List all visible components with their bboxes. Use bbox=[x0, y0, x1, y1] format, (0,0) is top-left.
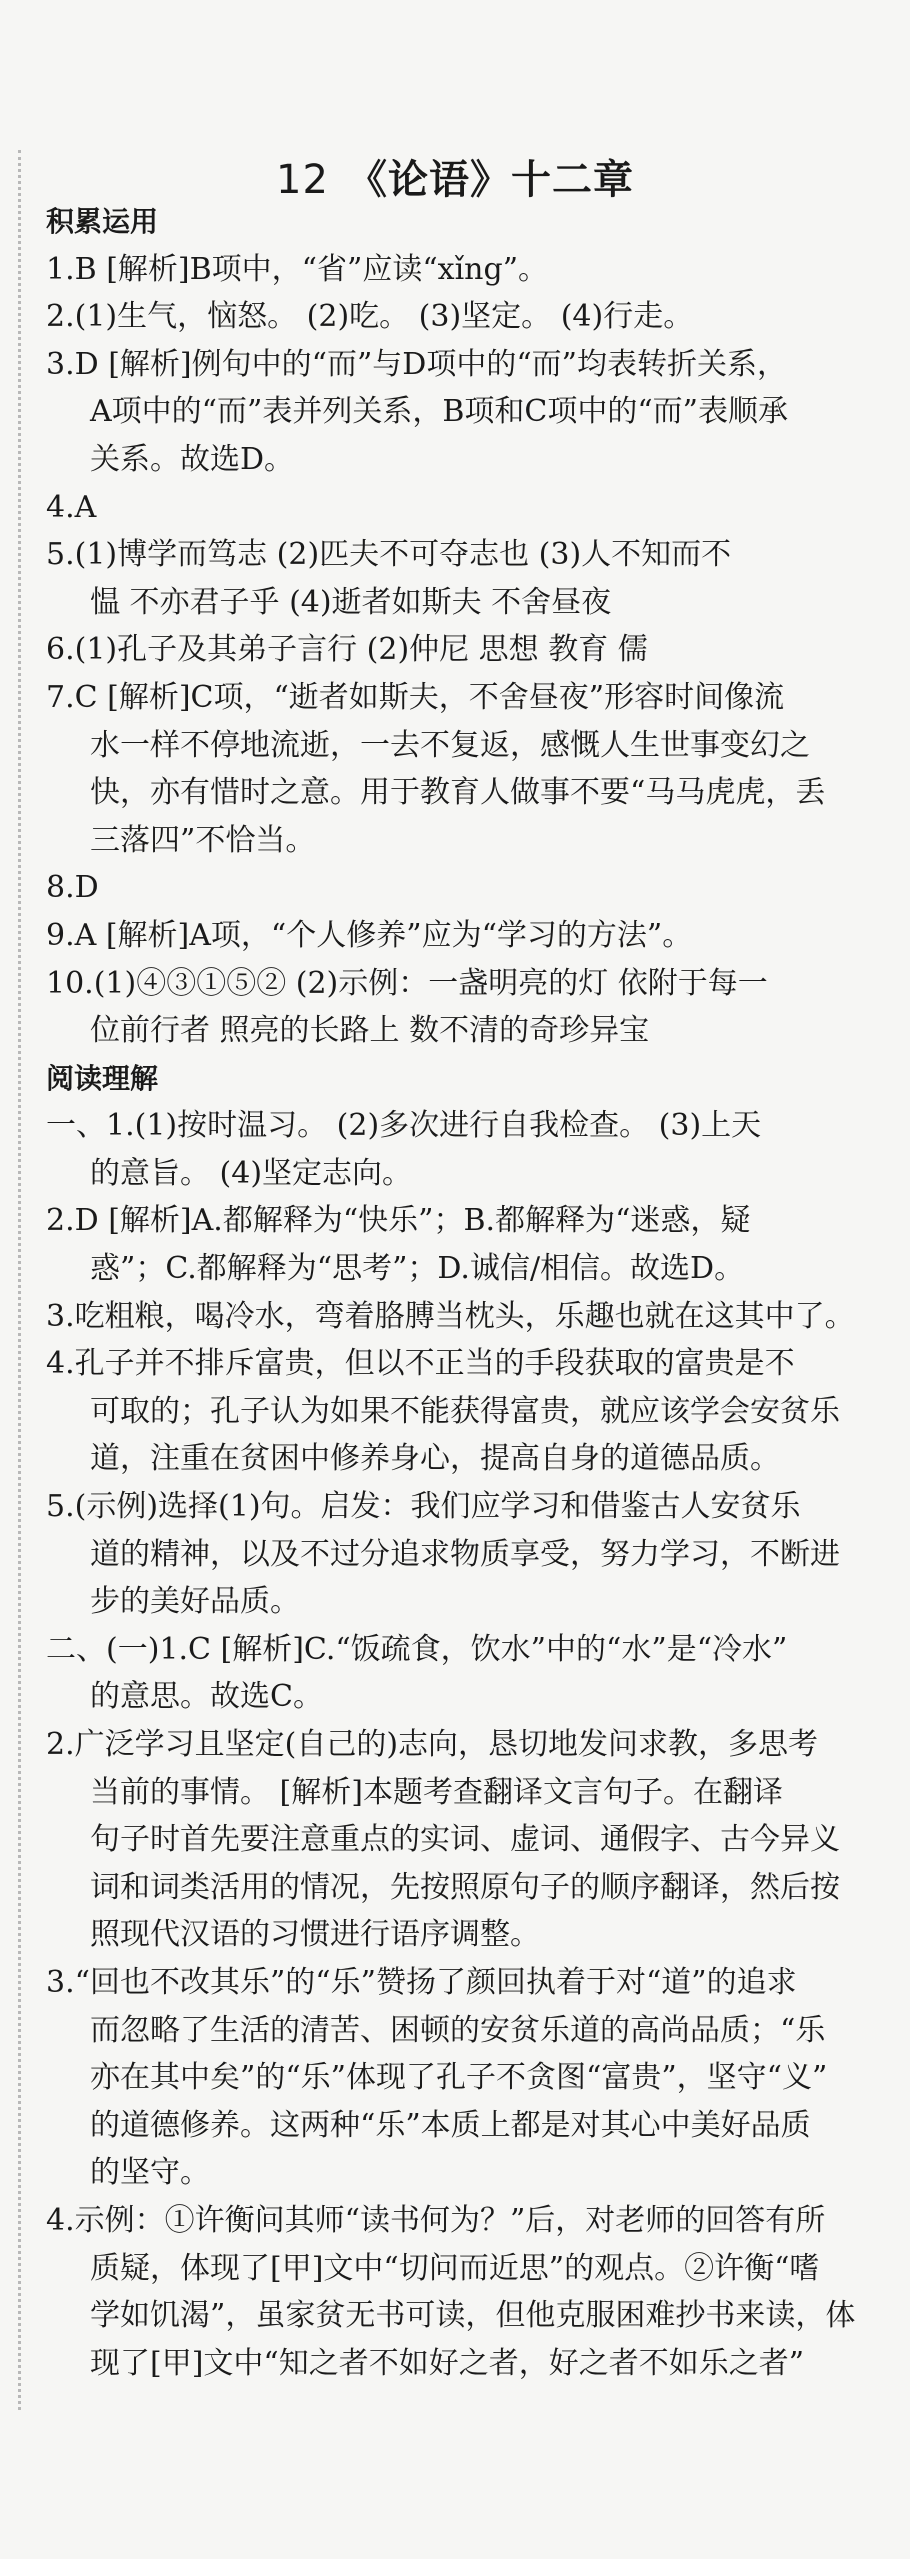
answer-line-continued: 的道德修养。这两种“乐”本质上都是对其心中美好品质 bbox=[90, 2107, 811, 2143]
answer-line: 4.A bbox=[46, 489, 97, 525]
answer-line-continued: 亦在其中矣”的“乐”体现了孔子不贪图“富贵”，坚守“义” bbox=[90, 2060, 828, 2096]
answer-line-continued: 学如饥渴”，虽家贫无书可读，但他克服困难抄书来读，体 bbox=[90, 2298, 856, 2334]
answer-line-continued: 惑”；C.都解释为“思考”；D.诚信/相信。故选D。 bbox=[90, 1251, 745, 1287]
answer-line-continued: 当前的事情。 [解析]本题考查翻译文言句子。在翻译 bbox=[90, 1774, 783, 1810]
answer-line: 2.广泛学习且坚定(自己的)志向，恳切地发问求教，多思考 bbox=[46, 1727, 819, 1762]
answer-line-continued: 水一样不停地流逝，一去不复返，感慨人生世事变幻之 bbox=[90, 727, 810, 763]
answer-line: 3.吃粗粮，喝冷水，弯着胳膊当枕头，乐趣也就在这其中了。 bbox=[46, 1298, 855, 1334]
answer-line: 3.D [解析]例句中的“而”与D项中的“而”均表转折关系， bbox=[46, 346, 788, 382]
answer-line: 5.(示例)选择(1)句。启发：我们应学习和借鉴古人安贫乐 bbox=[46, 1489, 801, 1525]
answer-line-continued: 关系。故选D。 bbox=[90, 441, 295, 477]
answer-line-continued: A项中的“而”表并列关系，B项和C项中的“而”表顺承 bbox=[90, 394, 789, 430]
answer-content bbox=[46, 198, 882, 2387]
binding-margin-line bbox=[18, 150, 21, 2410]
section-heading: 积累运用 bbox=[46, 205, 159, 238]
answer-line-continued: 步的美好品质。 bbox=[90, 1584, 300, 1620]
answer-line: 3.“回也不改其乐”的“乐”赞扬了颜回执着于对“道”的追求 bbox=[46, 1964, 797, 2000]
answer-line: 2.(1)生气，恼怒。 (2)吃。 (3)坚定。 (4)行走。 bbox=[46, 299, 694, 335]
answer-line: 2.D [解析]A.都解释为“快乐”；B.都解释为“迷惑，疑 bbox=[46, 1203, 751, 1239]
answer-line: 6.(1)孔子及其弟子言行 (2)仲尼 思想 教育 儒 bbox=[46, 632, 648, 668]
answer-line-continued: 道，注重在贫困中修养身心，提高自身的道德品质。 bbox=[90, 1441, 780, 1477]
answer-line-continued: 而忽略了生活的清苦、困顿的安贫乐道的高尚品质；“乐 bbox=[90, 2012, 826, 2048]
section-heading: 阅读理解 bbox=[46, 1061, 159, 1095]
answer-line-continued: 现了[甲]文中“知之者不如好之者，好之者不如乐之者” bbox=[90, 2345, 805, 2381]
answer-line-continued: 可取的；孔子认为如果不能获得富贵，就应该学会安贫乐 bbox=[90, 1393, 840, 1429]
chapter-number: 12 bbox=[276, 157, 329, 203]
answer-line: 一、1.(1)按时温习。 (2)多次进行自我检查。 (3)上天 bbox=[46, 1108, 762, 1144]
answer-line-continued: 位前行者 照亮的长路上 数不清的奇珍异宝 bbox=[90, 1013, 650, 1049]
page-title bbox=[0, 148, 910, 205]
answer-line: 9.A [解析]A项，“个人修养”应为“学习的方法”。 bbox=[46, 917, 693, 953]
answer-line-continued: 的坚守。 bbox=[90, 2155, 210, 2191]
answer-line: 5.(1)博学而笃志 (2)匹夫不可夺志也 (3)人不知而不 bbox=[46, 537, 732, 573]
answer-line-continued: 词和词类活用的情况，先按照原句子的顺序翻译，然后按 bbox=[90, 1869, 840, 1905]
answer-line: 7.C [解析]C项，“逝者如斯夫，不舍昼夜”形容时间像流 bbox=[46, 679, 785, 715]
answer-line-continued: 句子时首先要注意重点的实词、虚词、通假字、古今异义 bbox=[90, 1822, 840, 1858]
answer-line: 10.(1)④③①⑤② (2)示例：一盏明亮的灯 依附于每一 bbox=[46, 965, 768, 1001]
answer-line: 二、(一)1.C [解析]C.“饭疏食，饮水”中的“水”是“冷水” bbox=[46, 1631, 788, 1667]
answer-line-continued: 的意思。故选C。 bbox=[90, 1679, 323, 1715]
answer-line-continued: 三落四”不恰当。 bbox=[90, 822, 316, 858]
answer-line-continued: 愠 不亦君子乎 (4)逝者如斯夫 不舍昼夜 bbox=[90, 584, 612, 620]
chapter-title: 《论语》十二章 bbox=[346, 156, 634, 203]
answer-line-continued: 快，亦有惜时之意。用于教育人做事不要“马马虎虎，丢 bbox=[90, 775, 826, 811]
answer-line: 4.示例：①许衡问其师“读书何为？”后，对老师的回答有所 bbox=[46, 2202, 826, 2238]
answer-line: 1.B [解析]B项中，“省”应读“xǐng”。 bbox=[46, 251, 549, 287]
answer-line-continued: 道的精神，以及不过分追求物质享受，努力学习，不断进 bbox=[90, 1536, 840, 1572]
answer-line-continued: 的意旨。 (4)坚定志向。 bbox=[90, 1155, 413, 1191]
answer-line: 8.D bbox=[46, 870, 99, 906]
answer-line-continued: 质疑，体现了[甲]文中“切问而近思”的观点。②许衡“嗜 bbox=[90, 2250, 820, 2286]
answer-line: 4.孔子并不排斥富贵，但以不正当的手段获取的富贵是不 bbox=[46, 1346, 795, 1382]
answer-line-continued: 照现代汉语的习惯进行语序调整。 bbox=[90, 1917, 540, 1953]
